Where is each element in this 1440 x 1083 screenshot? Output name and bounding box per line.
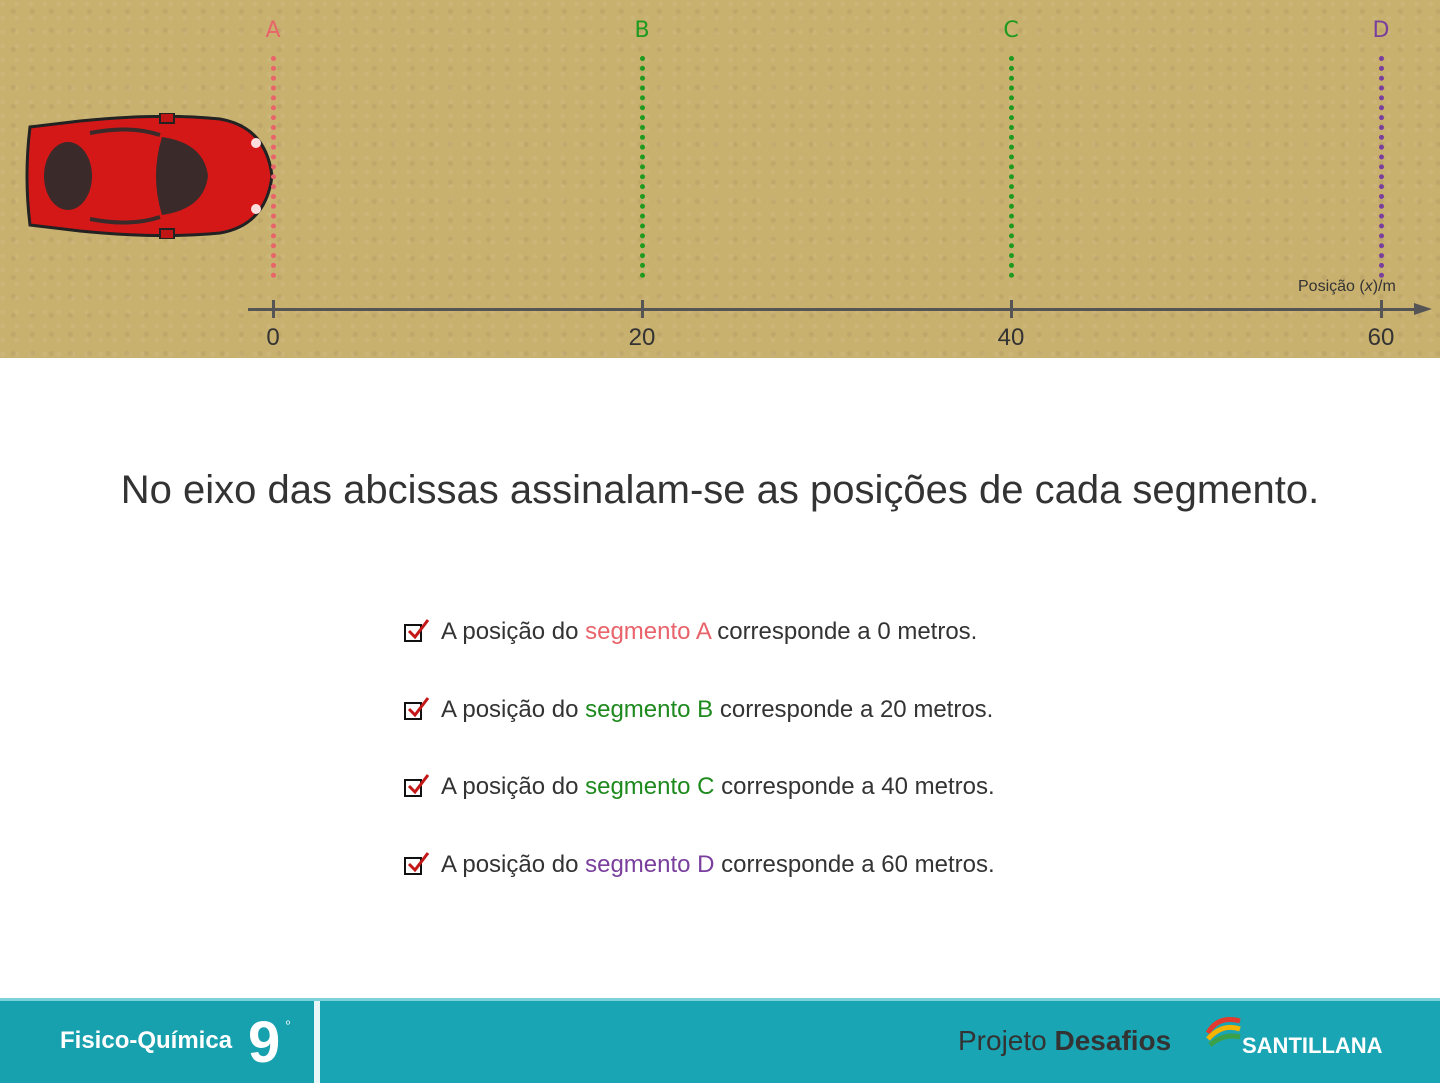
list-item: A posição do segmento D corresponde a 60 metros. — [404, 845, 1304, 923]
axis-tick-label-60: 60 — [1367, 324, 1395, 351]
axis-tick-label-20: 20 — [628, 324, 656, 351]
segment-highlight: segmento C — [585, 773, 715, 800]
axis-title: Posição (x)/m — [1298, 278, 1396, 295]
list-item: A posição do segmento B corresponde a 20 metros. — [404, 690, 1304, 768]
page-heading: No eixo das abcissas assinalam-se as posições de cada segmento. — [120, 468, 1320, 512]
segment-d-label: D — [1372, 18, 1390, 43]
segment-b-line — [640, 56, 645, 278]
checkbox-checked-icon — [404, 624, 422, 642]
grade-number: 9 — [248, 1010, 281, 1075]
axis-tick — [1380, 300, 1383, 318]
list-item: A posição do segmento A corresponde a 0 metros. — [404, 612, 1304, 690]
project-logo: Projeto Desafios — [958, 1025, 1172, 1056]
axis-tick — [272, 300, 275, 318]
segment-b-label: B — [634, 18, 650, 43]
segment-a-label: A — [265, 18, 281, 43]
list-item: A posição do segmento C corresponde a 40 metros. — [404, 767, 1304, 845]
axis-tick-label-0: 0 — [266, 324, 280, 351]
checklist — [404, 612, 1304, 922]
segment-highlight: segmento B — [585, 695, 714, 723]
axis-tick-label-40: 40 — [997, 324, 1025, 351]
x-axis — [248, 308, 1418, 311]
santillana-swirl-icon — [1204, 1013, 1244, 1049]
segment-a-line — [271, 56, 276, 278]
axis-arrow-icon — [1414, 303, 1432, 315]
checkbox-checked-icon — [404, 857, 422, 875]
segment-c-label: C — [1003, 18, 1019, 43]
segment-c-line — [1009, 56, 1014, 278]
subject-title: Fisico-Química — [60, 1027, 233, 1054]
segment-highlight: segmento A — [585, 618, 711, 645]
axis-tick — [1010, 300, 1013, 318]
checkbox-checked-icon — [404, 779, 422, 797]
axis-tick — [641, 300, 644, 318]
road-scene — [0, 0, 1440, 358]
footer-bar — [0, 998, 1440, 1083]
red-car-image — [20, 113, 276, 239]
segment-d-line — [1379, 56, 1384, 278]
checkbox-checked-icon — [404, 702, 422, 720]
subject-panel — [0, 1001, 320, 1083]
grade-ordinal: º — [286, 1019, 291, 1031]
brand-logo-text: SANTILLANA — [1242, 1033, 1383, 1058]
segment-highlight: segmento D — [585, 850, 715, 878]
